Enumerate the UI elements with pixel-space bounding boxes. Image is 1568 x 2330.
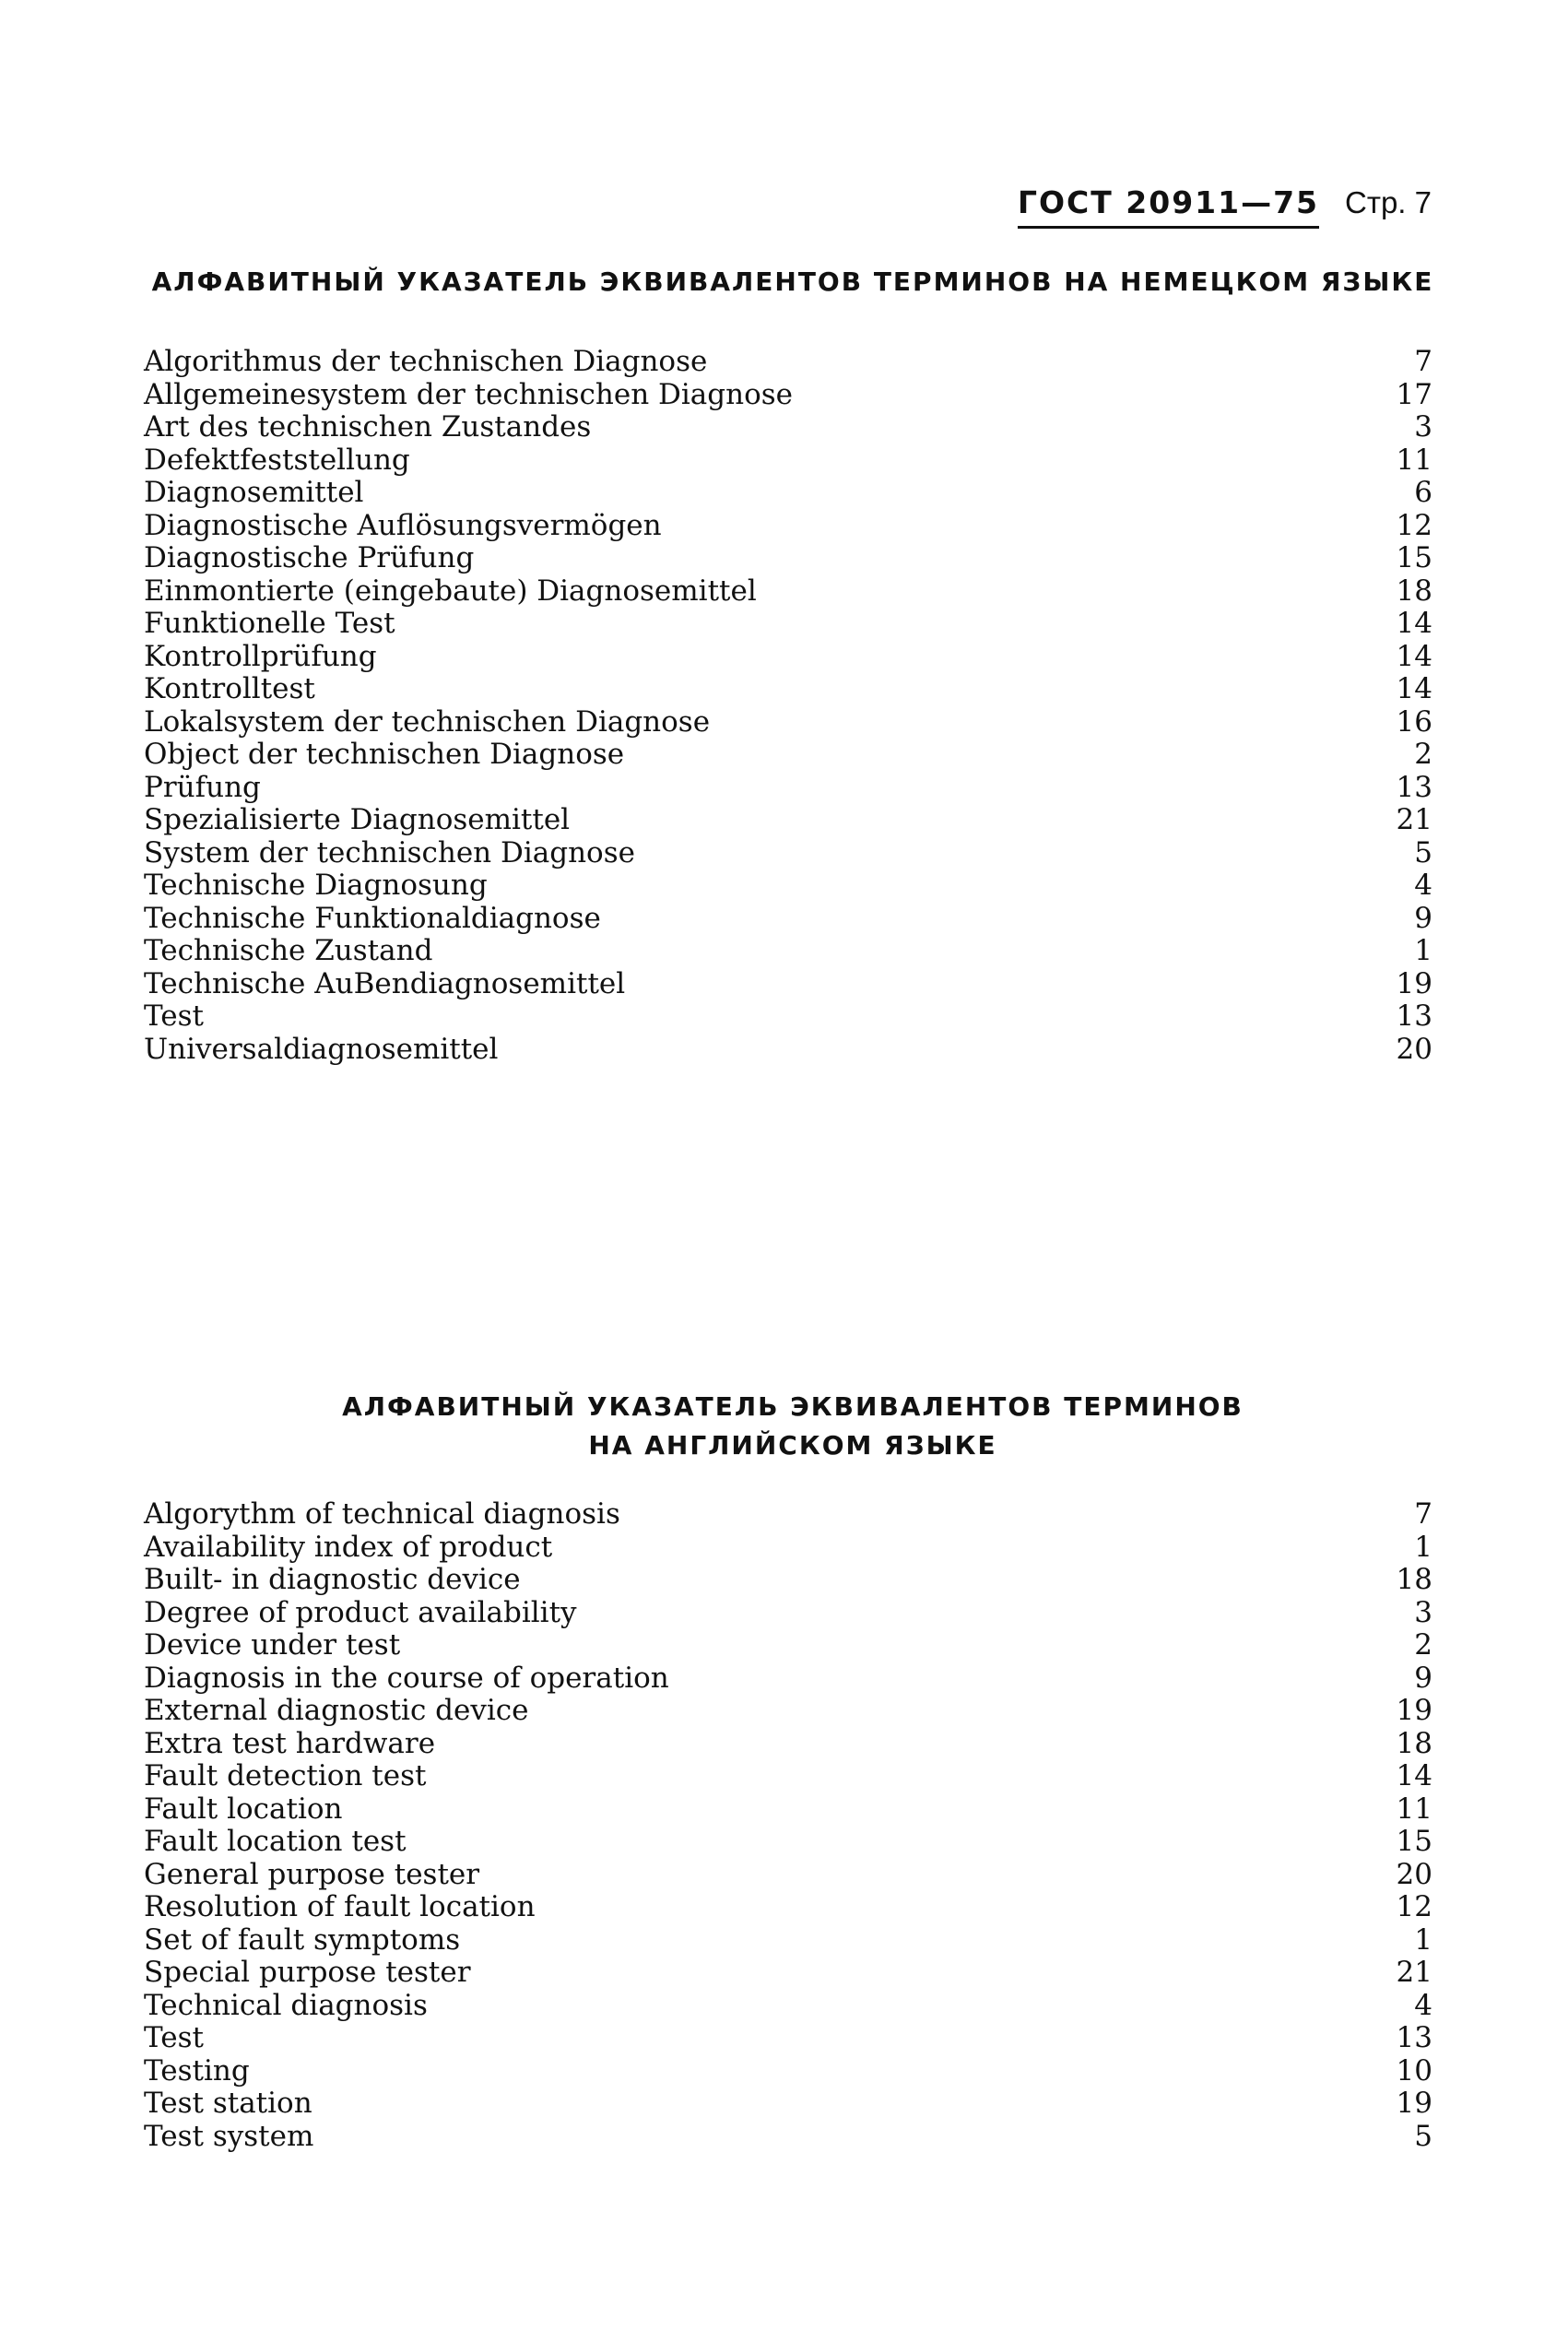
index-number: 13 [1396,999,1432,1033]
index-term: Technische Diagnosung [144,869,488,902]
index-number: 7 [1414,1497,1432,1531]
list-item [144,641,1432,674]
list-item [144,1957,1432,1990]
list-item [144,1629,1432,1662]
index-term: Diagnosis in the course of operation [144,1661,669,1695]
list-item [144,575,1432,609]
index-number: 12 [1396,508,1432,542]
index-number: 19 [1396,1694,1432,1727]
index-number: 14 [1396,672,1432,705]
index-term: Technical diagnosis [144,1988,428,2022]
index-number: 14 [1396,607,1432,640]
list-item [144,706,1432,739]
index-term: Technische AuBendiagnosemittel [144,966,626,1000]
list-item [144,379,1432,412]
index-term: Diagnostische Auflösungsvermögen [144,508,662,542]
index-term: Built- in diagnostic device [144,1563,521,1596]
index-term: Degree of product availability [144,1595,577,1629]
index-number: 18 [1396,1563,1432,1596]
list-item [144,411,1432,444]
index-term: Prüfung [144,770,261,804]
english-index-title-line1: АЛФАВИТНЫЙ УКАЗАТЕЛЬ ЭКВИВАЛЕНТОВ ТЕРМИНОВ [342,1391,1244,1422]
index-number: 5 [1414,835,1432,869]
list-item [144,1924,1432,1957]
list-item [144,1990,1432,2023]
index-term: Test [144,2021,204,2054]
index-term: Universaldiagnosemittel [144,1032,499,1066]
index-term: Einmontierte (eingebaute) Diagnosemittel [144,574,757,608]
index-number: 14 [1396,1759,1432,1792]
index-term: Extra test hardware [144,1726,436,1760]
index-number: 20 [1396,1857,1432,1891]
english-index-title [147,1388,1438,1465]
index-number: 11 [1396,443,1432,477]
index-number: 9 [1414,1661,1432,1695]
list-item [144,772,1432,805]
index-term: Resolution of fault location [144,1890,536,1923]
index-term: Diagnostische Prüfung [144,541,475,574]
index-term: Special purpose tester [144,1956,471,1989]
list-item [144,477,1432,510]
index-number: 15 [1396,1825,1432,1858]
index-number: 1 [1414,934,1432,967]
index-number: 18 [1396,574,1432,608]
german-index-title [147,263,1438,302]
index-term: Allgemeinesystem der technischen Diagnose [144,377,794,411]
list-item [144,2121,1432,2154]
german-index-list [144,346,1432,1066]
index-term: External diagnostic device [144,1694,529,1727]
list-item [144,673,1432,706]
index-number: 11 [1396,1792,1432,1826]
list-item [144,1891,1432,1924]
index-number: 21 [1396,1956,1432,1989]
index-number: 18 [1396,1726,1432,1760]
list-item [144,1859,1432,1892]
index-number: 21 [1396,803,1432,836]
index-number: 16 [1396,704,1432,739]
index-number: 17 [1396,377,1432,411]
index-number: 2 [1414,1628,1432,1662]
index-number: 2 [1414,738,1432,771]
index-number: 5 [1414,2119,1432,2153]
list-item [144,510,1432,543]
index-number: 1 [1414,1922,1432,1957]
index-number: 19 [1396,2087,1432,2120]
index-number: 20 [1396,1032,1432,1066]
index-term: Art des technischen Zustandes [144,410,592,444]
index-number: 13 [1396,2021,1432,2054]
index-number: 4 [1414,869,1432,902]
index-term: Algorithmus der technischen Diagnose [144,345,708,378]
list-item [144,804,1432,837]
index-term: Object der technischen Diagnose [144,738,625,771]
list-item [144,1532,1432,1565]
list-item [144,1662,1432,1696]
index-number: 6 [1414,476,1432,509]
index-term: Availability index of product [144,1530,553,1564]
index-term: Kontrollprüfung [144,639,377,673]
index-number: 9 [1414,901,1432,935]
list-item [144,1564,1432,1597]
index-term: Fault location [144,1792,343,1826]
list-item [144,968,1432,1001]
index-term: Diagnosemittel [144,476,364,509]
index-term: Technische Zustand [144,934,433,967]
list-item [144,903,1432,936]
index-number: 3 [1414,410,1432,444]
index-term: Spezialisierte Diagnosemittel [144,803,571,836]
index-number: 7 [1414,345,1432,378]
index-term: Test [144,999,204,1033]
standard-number: ГОСТ 20911—75 [1018,184,1319,229]
index-number: 12 [1396,1890,1432,1923]
list-item [144,346,1432,379]
index-term: Kontrolltest [144,672,315,705]
index-number: 3 [1414,1595,1432,1629]
index-term: Technische Funktionaldiagnose [144,901,601,935]
index-term: General purpose tester [144,1857,480,1891]
index-term: System der technischen Diagnose [144,835,635,869]
index-term: Testing [144,2053,250,2088]
page-header [1018,184,1432,229]
page-number: Стр. 7 [1345,185,1432,219]
list-item [144,837,1432,870]
list-item [144,1000,1432,1034]
index-term: Funktionelle Test [144,607,395,640]
list-item [144,2022,1432,2055]
index-term: Fault location test [144,1825,407,1858]
list-item [144,444,1432,478]
index-term: Lokalsystem der technischen Diagnose [144,704,711,739]
list-item [144,542,1432,575]
list-item [144,739,1432,772]
list-item [144,1793,1432,1827]
list-item [144,1498,1432,1532]
list-item [144,1826,1432,1859]
index-term: Device under test [144,1628,401,1662]
index-number: 19 [1396,966,1432,1000]
list-item [144,1034,1432,1067]
english-index-title-line2: НА АНГЛИЙСКОМ ЯЗЫКЕ [588,1430,997,1461]
index-number: 13 [1396,770,1432,804]
list-item [144,1728,1432,1761]
index-term: Fault detection test [144,1759,427,1792]
index-number: 1 [1414,1530,1432,1564]
list-item [144,2055,1432,2088]
index-term: Set of fault symptoms [144,1922,461,1957]
index-term: Test system [144,2119,314,2153]
list-item [144,1597,1432,1630]
index-number: 14 [1396,639,1432,673]
list-item [144,2088,1432,2121]
list-item [144,1695,1432,1728]
index-number: 15 [1396,541,1432,574]
index-number: 4 [1414,1988,1432,2022]
list-item [144,935,1432,968]
index-number: 10 [1396,2053,1432,2088]
german-index-title-text: АЛФАВИТНЫЙ УКАЗАТЕЛЬ ЭКВИВАЛЕНТОВ ТЕРМИНОВ НА НЕМЕЦКОМ ЯЗЫКЕ [151,266,1434,297]
index-term: Test station [144,2087,312,2120]
list-item [144,1760,1432,1793]
english-index-list [144,1498,1432,2153]
list-item [144,608,1432,641]
list-item [144,869,1432,903]
index-term: Defektfeststellung [144,443,410,477]
index-term: Algorythm of technical diagnosis [144,1497,620,1531]
